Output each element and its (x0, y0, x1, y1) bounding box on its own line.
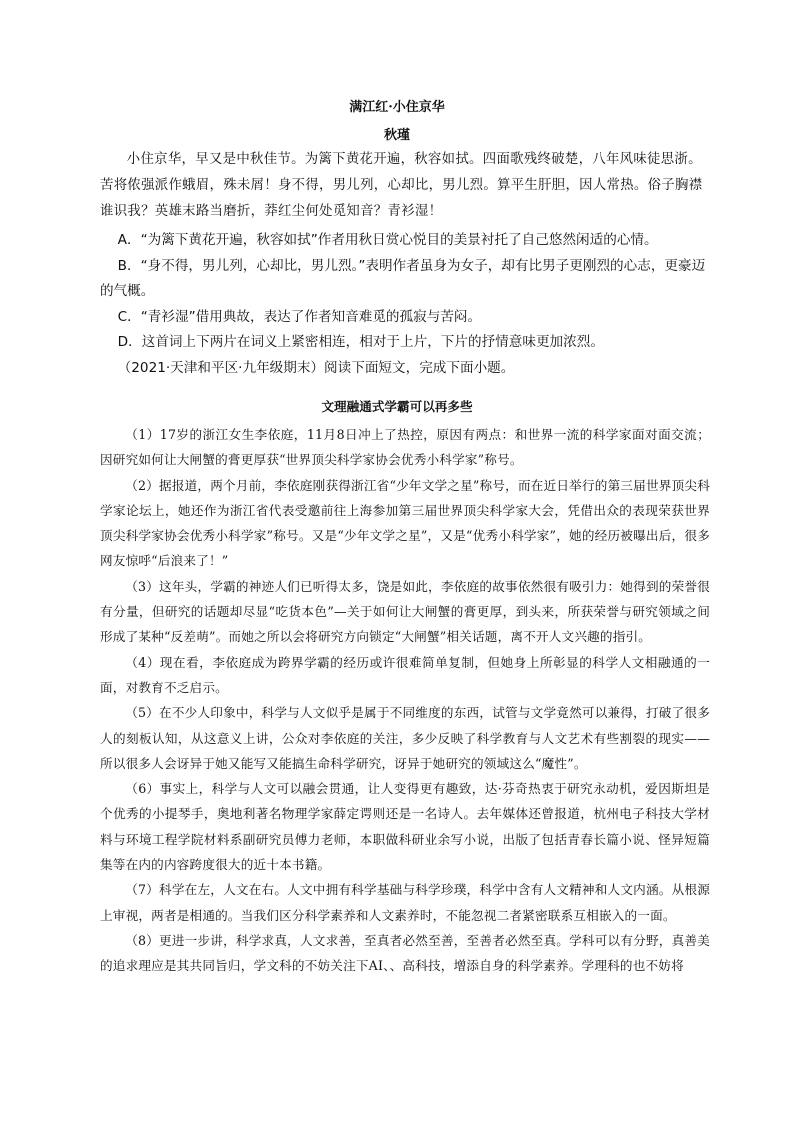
article-title: 文理融通式学霸可以再多些 (321, 399, 473, 414)
poem-author: 秋瑾 (383, 128, 410, 143)
option-d: D．这首词上下两片在词义上紧密相连，相对于上片，下片的抒情意味更加浓烈。 (117, 334, 604, 350)
article-paragraph: （1）17岁的浙江女生李依庭，11月8日冲上了热控，原因有两点：和世界一流的科学家面对面交流；因研究如何让大闸蟹的膏更厚获“世界顶尖科学家协会优秀小科学家”称号。 (100, 427, 710, 468)
poem-text: 小住京华，早又是中秋佳节。为篱下黄花开遍，秋容如拭。四面歌残终破楚，八年风味徒思浙。苦将侬强派作蛾眉，殊未屑！身不得，男儿列，心却比，男儿烈。算平生肝胆，因人常热。俗子胸襟谁识我？英雄末路当磨折，莽红尘何处觅知音？青衫湿！ (100, 152, 703, 219)
article-paragraph: （4）现在看，李依庭成为跨界学霸的经历或许很难简单复制，但她身上所彰显的科学人文相融通的一面，对教育不乏启示。 (100, 654, 710, 695)
poem-title: 满江红·小住京华 (349, 100, 445, 115)
question-options (100, 228, 710, 381)
option-c: C．“青衫湿”借用典故，表达了作者知音难觅的孤寂与苦闷。 (117, 308, 482, 325)
article-paragraph: （5）在不少人印象中，科学与人文似乎是属于不同维度的东西，试管与文学竟然可以兼得，打破了很多人的刻板认知，从这意义上讲，公众对李依庭的关注，多少反映了科学教育与人文艺术有些割裂的现实——所以很多人会讶异于她又能写又能搞生命科学研究，讶异于她研究的领域这么“魔性”。 (100, 705, 710, 771)
article-paragraph: （3）这年头，学霸的神迹人们已听得太多，饶是如此，李依庭的故事依然很有吸引力：她得到的荣誉很有分量，但研究的话题却尽显“吃货本色”—关于如何让大闸蟹的膏更厚，到头来，所获荣誉与研究领域之间形成了某种“反差萌”。而她之所以会将研究方向锁定“大闸蟹”相关话题，离不开人文兴趣的指引。 (100, 578, 710, 645)
option-a: A．“为篱下黄花开遍，秋容如拭”作者用秋日赏心悦目的美景衬托了自己悠然闲适的心情。 (117, 232, 658, 248)
article-paragraph: （6）事实上，科学与人文可以融会贯通，让人变得更有趣致，达·芬奇热衷于研究永动机，爱因斯坦是个优秀的小提琴手，奥地利著名物理学家薛定谔则还是一名诗人。去年媒体还曾报道，杭州电子科技大学材料与环境工程学院材料系副研究员傅力老师，本职做科研业余写小说，出版了包括青春长篇小说、怪异短篇集等在内的内容跨度很大的近十本书籍。 (100, 781, 710, 873)
article-paragraph: （7）科学在左，人文在右。人文中拥有科学基础与科学珍璞，科学中含有人文精神和人文内涵。从根源上审视，两者是相通的。当我们区分科学素养和人文素养时，不能忽视二者紧密联系互相嵌入的一面。 (100, 882, 710, 923)
source-line: （2021·天津和平区·九年级期末）阅读下面短文，完成下面小题。 (117, 359, 515, 376)
article-paragraph: （2）据报道，两个月前，李依庭刚获得浙江省“少年文学之星”称号，而在近日举行的第三届世界顶尖科学家论坛上，她还作为浙江省代表受邀前往上海参加第三届世界顶尖科学家大会，凭借出众的表现荣获世界顶尖科学家协会优秀小科学家”称号。又是“少年文学之星”，又是“优秀小科学家”，她的经历被曝出后，很多网友惊呼“后浪来了！” (100, 477, 710, 569)
option-b: B．“身不得，男儿列，心却比，男儿烈。”表明作者虽身为女子，却有比男子更刚烈的心志，更豪迈的气概。 (100, 257, 706, 299)
article-paragraph: （8）更进一步讲，科学求真，人文求善，至真者必然至善，至善者必然至真。学科可以有分野，真善美的追求理应是其共同旨归，学文科的不妨关注下AI、、高科技，增添自身的科学素养。学理科的也不妨将 (100, 932, 710, 974)
article-body (100, 422, 710, 979)
